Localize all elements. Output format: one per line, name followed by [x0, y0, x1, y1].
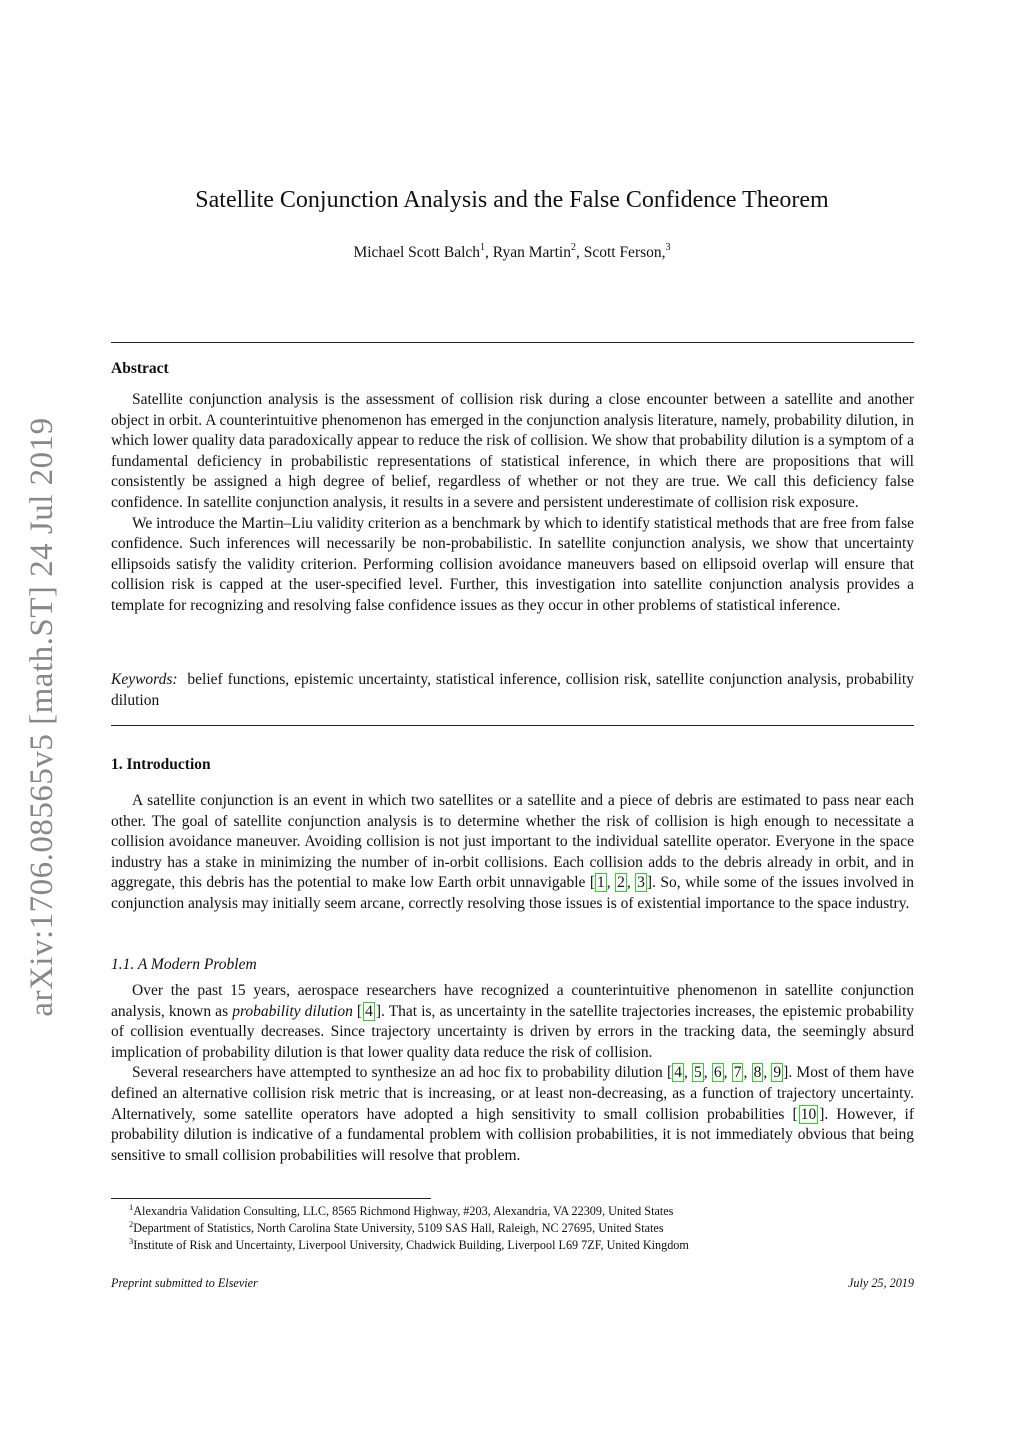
paper-title: Satellite Conjunction Analysis and the False Confidence Theorem [195, 187, 829, 213]
abstract-heading: Abstract [111, 360, 169, 377]
keywords-text: belief functions, epistemic uncertainty, statistical inference, collision risk, satellite conjunction analysis, probability dilution [111, 671, 914, 709]
author-name: Michael Scott Balch [353, 244, 481, 261]
subsection-body [111, 981, 914, 1166]
body-paragraph: Over the past 15 years, aerospace researchers have recognized a counterintuitive phenomenon in satellite conjunction analysis, known as probability dilution [ 4 ]. That is, as uncertainty in the satellite trajectories increases, the epistemic probability of collision eventually decreases. Since trajectory uncertainty is driven by errors in the tracking data, the seemingly absurd implication of probability dilution is that lower quality data reduce the risk of collision. [111, 982, 914, 1061]
footnote: $^1$Alexandria Validation Consulting, LLC, 8565 Richmond Highway, #203, Alexandria, VA 22309, United States [129, 1202, 674, 1218]
affiliation-mark: 3 [665, 242, 671, 253]
abstract-bottom-rule [111, 725, 914, 726]
citation-link[interactable]: 5 [694, 1064, 702, 1082]
citation-link[interactable]: 1 [597, 874, 605, 892]
footer-preprint-note: Preprint submitted to Elsevier [111, 1276, 258, 1290]
footnote: $^2$Department of Statistics, North Carolina State University, 5109 SAS Hall, Raleigh, NC 27695, United States [129, 1219, 664, 1235]
citation-link[interactable]: 4 [674, 1064, 682, 1082]
citation-link[interactable]: 3 [637, 874, 645, 892]
body-paragraph: Several researchers have attempted to synthesize an ad hoc fix to probability dilution [ 4 , 5 , 6 , 7 , 8 , 9 ]. Most of them have defined an alternative collision risk metric that is increasing, or at least non-decreasing, as a function of trajectory uncertainty. Alternatively, some satellite operators have adopted a high sensitivity to small collision probabilities [ 10 ]. However, if probability dilution is indicative of a fundamental problem with collision probabilities, it is not immediately obvious that being sensitive to small collision probabilities will resolve that problem. [111, 1064, 915, 1164]
citation-link[interactable]: 9 [773, 1064, 782, 1082]
author-separator: , [485, 244, 493, 261]
arxiv-watermark: arXiv:1706.08565v5 [math.ST] 24 Jul 2019 [24, 417, 60, 1017]
footnote: $^3$Institute of Risk and Uncertainty, Liverpool University, Chadwick Building, Liverpool L69 7ZF, United Kingdom [129, 1236, 689, 1252]
footnote-rule [111, 1198, 431, 1199]
abstract-top-rule [111, 342, 914, 343]
author-separator: , [575, 244, 584, 261]
keywords [111, 670, 914, 711]
citation-link[interactable]: 7 [733, 1064, 742, 1082]
abstract-paragraph: Satellite conjunction analysis is the assessment of collision risk during a close encounter between a satellite and another object in orbit. A counterintuitive phenomenon has emerged in the conjunction analysis literature, namely, probability dilution, in which lower quality data paradoxically appear to reduce the risk of collision. We show that probability dilution is a symptom of a fundamental deficiency in probabilistic representations of statistical inference, in which there are propositions that will consistently be assigned a high degree of belief, regardless of whether or not they are true. We call this deficiency false confidence. In satellite conjunction analysis, it results in a severe and persistent underestimate of collision risk exposure. [111, 391, 914, 511]
citation-group: [ 4 , 5 , 6 , 7 , 8 , 9 ] [667, 1064, 789, 1082]
citation-group: [ 1 , 2 , 3 ] [589, 874, 653, 892]
citation-link[interactable]: 6 [713, 1064, 722, 1082]
footnote-mark: 2 [129, 1219, 134, 1229]
introduction-body [111, 791, 914, 915]
citation-link[interactable]: 10 [800, 1105, 817, 1123]
affiliation-mark: 1 [480, 242, 486, 253]
author-name: Ryan Martin [492, 244, 571, 261]
citation-link[interactable]: 8 [753, 1064, 762, 1082]
footer-date: July 25, 2019 [847, 1276, 914, 1290]
emphasis-term: probability dilution [232, 1002, 353, 1020]
section-heading-introduction: 1. Introduction [111, 756, 211, 773]
affiliation-mark: 2 [570, 242, 576, 253]
author-name: Scott Ferson, [583, 244, 666, 261]
footnotes [111, 1203, 914, 1254]
body-paragraph: A satellite conjunction is an event in which two satellites or a satellite and a piece of debris are estimated to pass near each other. The goal of satellite conjunction analysis is to determine whether the risk of collision is high enough to necessitate a collision avoidance maneuver. Avoiding collision is not just important to the individual satellite operator. Everyone in the space industry has a stake in minimizing the number of in-orbit collisions. Each collision adds to the debris already in orbit, and in aggregate, this debris has the potential to make low Earth orbit unnavigable [ 1 , 2 , 3 ]. So, while some of the issues involved in conjunction analysis may initially seem arcane, correctly resolving those issues is of existential importance to the space industry. [111, 792, 915, 912]
citation-link[interactable]: 2 [617, 874, 625, 892]
footnote-mark: 1 [129, 1202, 134, 1212]
abstract-body [111, 390, 914, 617]
abstract-paragraph: We introduce the Martin–Liu validity criterion as a benchmark by which to identify statistical methods that are free from false confidence. Such inferences will necessarily be non-probabilistic. In satellite conjunction analysis, we show that uncertainty ellipsoids satisfy the validity criterion. Performing collision avoidance maneuvers based on ellipsoid overlap will ensure that collision risk is capped at the user-specified level. Further, this investigation into satellite conjunction analysis provides a template for recognizing and resolving false confidence issues as they occur in other problems of statistical inference. [111, 514, 914, 614]
author-list [0, 241, 1024, 265]
subsection-heading: 1.1. A Modern Problem [111, 956, 257, 973]
footnote-mark: 3 [129, 1236, 134, 1246]
keywords-label: Keywords: [111, 671, 178, 688]
citation-link[interactable]: 4 [365, 1002, 373, 1020]
